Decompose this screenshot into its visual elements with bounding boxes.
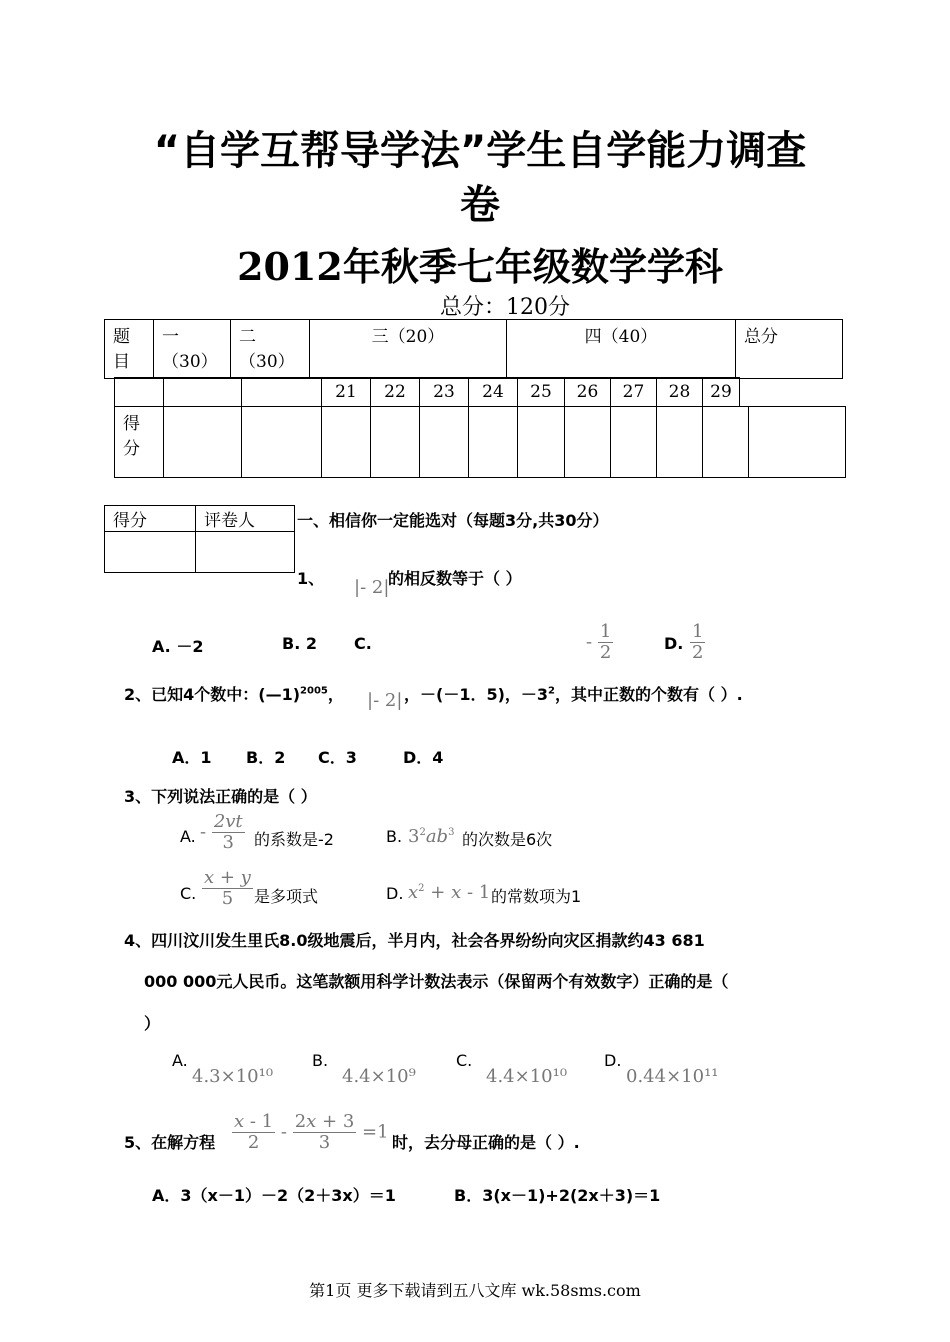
blank-cell (164, 378, 242, 407)
q2-option-c: C．3 (318, 748, 357, 767)
q4-option-d-expr: 0.44×10¹¹ (626, 1066, 719, 1087)
q5-option-b: B．3(x－1)+2(2x＋3)＝1 (454, 1186, 661, 1205)
q3-option-a-expr: - $\frac{2vt}{3}$ (200, 811, 243, 853)
header-cell-part4: 四（40） (507, 320, 736, 379)
q1-number: 1、 (297, 569, 325, 588)
score-cell (371, 407, 420, 478)
score-cell (469, 407, 518, 478)
q2-exponent-2: 2 (548, 685, 555, 697)
q3-text: 3、下列说法正确的是（ ） (124, 787, 317, 806)
subtitle: 2012年秋季七年级数学学科 (237, 244, 723, 289)
sub-item-26: 26 (565, 378, 611, 407)
q1-option-c-fraction: - $\frac{1}{2}$ (586, 621, 612, 663)
score-cell (565, 407, 611, 478)
q5-option-a: A．3（x－1）－2（2＋3x）＝1 (152, 1186, 396, 1205)
score-row-label: 得分 (115, 407, 164, 478)
q2-text-b: ， (327, 685, 344, 704)
header-cell-part1: 一（30） (154, 320, 231, 379)
q2-text-a: 2、已知4个数中：(—1) (124, 685, 301, 704)
sub-item-22: 22 (371, 378, 420, 407)
sub-item-25: 25 (518, 378, 565, 407)
sub-item-27: 27 (611, 378, 657, 407)
score-cell (703, 407, 749, 478)
section1-heading: 一、相信你一定能选对（每题3分,共30分） (297, 511, 609, 530)
header-cell-part2: 二（30） (231, 320, 310, 379)
total-score: 总分：120分 (440, 295, 570, 320)
score-cell (657, 407, 703, 478)
q3-option-a-label: A. (180, 827, 196, 846)
title-line-2: 卷 (460, 182, 500, 228)
grader-score-cell (105, 532, 196, 573)
q2-text-c: ，－(－1．5)，－3 (404, 685, 549, 704)
q2-text-d: ，其中正数的个数有（ ）. (555, 685, 743, 704)
q3-option-d-label: D. (386, 884, 404, 903)
header-cell-part3: 三（20） (310, 320, 507, 379)
header-cell-total: 总分 (736, 320, 843, 379)
q1-expression: |- 2| (354, 577, 390, 598)
score-cell (322, 407, 371, 478)
score-table-subitems (114, 377, 740, 407)
q2-option-d: D．4 (403, 748, 444, 767)
q4-option-a-label: A. (172, 1051, 188, 1070)
q5-equation: $\frac{x - 1}{2}$ - $\frac{2x + 3}{3}$ =1 (234, 1111, 389, 1153)
q3-option-d-expr: $x^2 + x - 1$ (408, 882, 491, 903)
score-cell-total (749, 407, 846, 478)
grader-box (104, 505, 295, 573)
sub-item-29: 29 (703, 378, 740, 407)
blank-cell (115, 378, 164, 407)
score-table-scores (114, 406, 846, 478)
q5-text-a: 5、在解方程 (124, 1133, 216, 1152)
q1-option-c: C. (354, 634, 372, 653)
q2-text-tail (404, 682, 743, 705)
title-line-1: “自学互帮导学法”学生自学能力调查 (153, 128, 807, 174)
score-cell (164, 407, 242, 478)
q1-option-a: A. －2 (152, 637, 204, 656)
sub-item-24: 24 (469, 378, 518, 407)
q5-text-b: 时，去分母正确的是（ ）. (392, 1133, 580, 1152)
sub-item-28: 28 (657, 378, 703, 407)
q4-line-2: 000 000元人民币。这笔款额用科学计数法表示（保留两个有效数字）正确的是（ (144, 972, 729, 991)
q4-line-1: 4、四川汶川发生里氏8.0级地震后，半月内，社会各界纷纷向灾区捐款约43 681 (124, 931, 705, 950)
q3-option-b-label: B. (386, 827, 403, 846)
q3-option-c-expr: $\frac{x + y}{5}$ (204, 867, 251, 909)
q2-expression: |- 2| (367, 690, 403, 711)
q3-option-b-text: 的次数是6次 (462, 830, 553, 849)
q2-option-b: B．2 (246, 748, 286, 767)
q3-option-a-text: 的系数是-2 (254, 830, 334, 849)
q3-option-d-text: 的常数项为1 (491, 887, 582, 906)
score-cell (611, 407, 657, 478)
header-cell-item: 题目 (105, 320, 154, 379)
q4-option-b-label: B. (312, 1051, 329, 1070)
q2-text (124, 682, 344, 705)
q1-option-b: B. 2 (282, 634, 317, 653)
blank-cell (242, 378, 322, 407)
score-cell (518, 407, 565, 478)
grader-name-label: 评卷人 (196, 506, 295, 532)
q4-line-3: ） (144, 1014, 161, 1033)
q3-option-c-text: 是多项式 (254, 887, 319, 906)
q3-option-b-expr: $3^2ab^3$ (408, 826, 455, 847)
q3-option-c-label: C. (180, 884, 197, 903)
score-cell (242, 407, 322, 478)
q4-option-c-label: C. (456, 1051, 473, 1070)
q1-option-d: D. (664, 634, 684, 653)
q2-option-a: A．1 (172, 748, 212, 767)
sub-item-21: 21 (322, 378, 371, 407)
q2-exponent: 2005 (300, 685, 328, 697)
sub-item-23: 23 (420, 378, 469, 407)
q4-option-c-expr: 4.4×10¹⁰ (486, 1066, 568, 1087)
q4-option-b-expr: 4.4×10⁹ (342, 1066, 416, 1087)
q1-text: 的相反数等于（ ） (388, 569, 522, 588)
grader-score-label: 得分 (105, 506, 196, 532)
score-cell (420, 407, 469, 478)
score-table-header (104, 319, 843, 379)
grader-name-cell (196, 532, 295, 573)
q1-option-d-fraction: $\frac{1}{2}$ (692, 621, 704, 663)
page-footer: 第1页 更多下载请到五八文库 wk.58sms.com (309, 1281, 641, 1300)
q4-option-a-expr: 4.3×10¹⁰ (192, 1066, 274, 1087)
q4-option-d-label: D. (604, 1051, 622, 1070)
